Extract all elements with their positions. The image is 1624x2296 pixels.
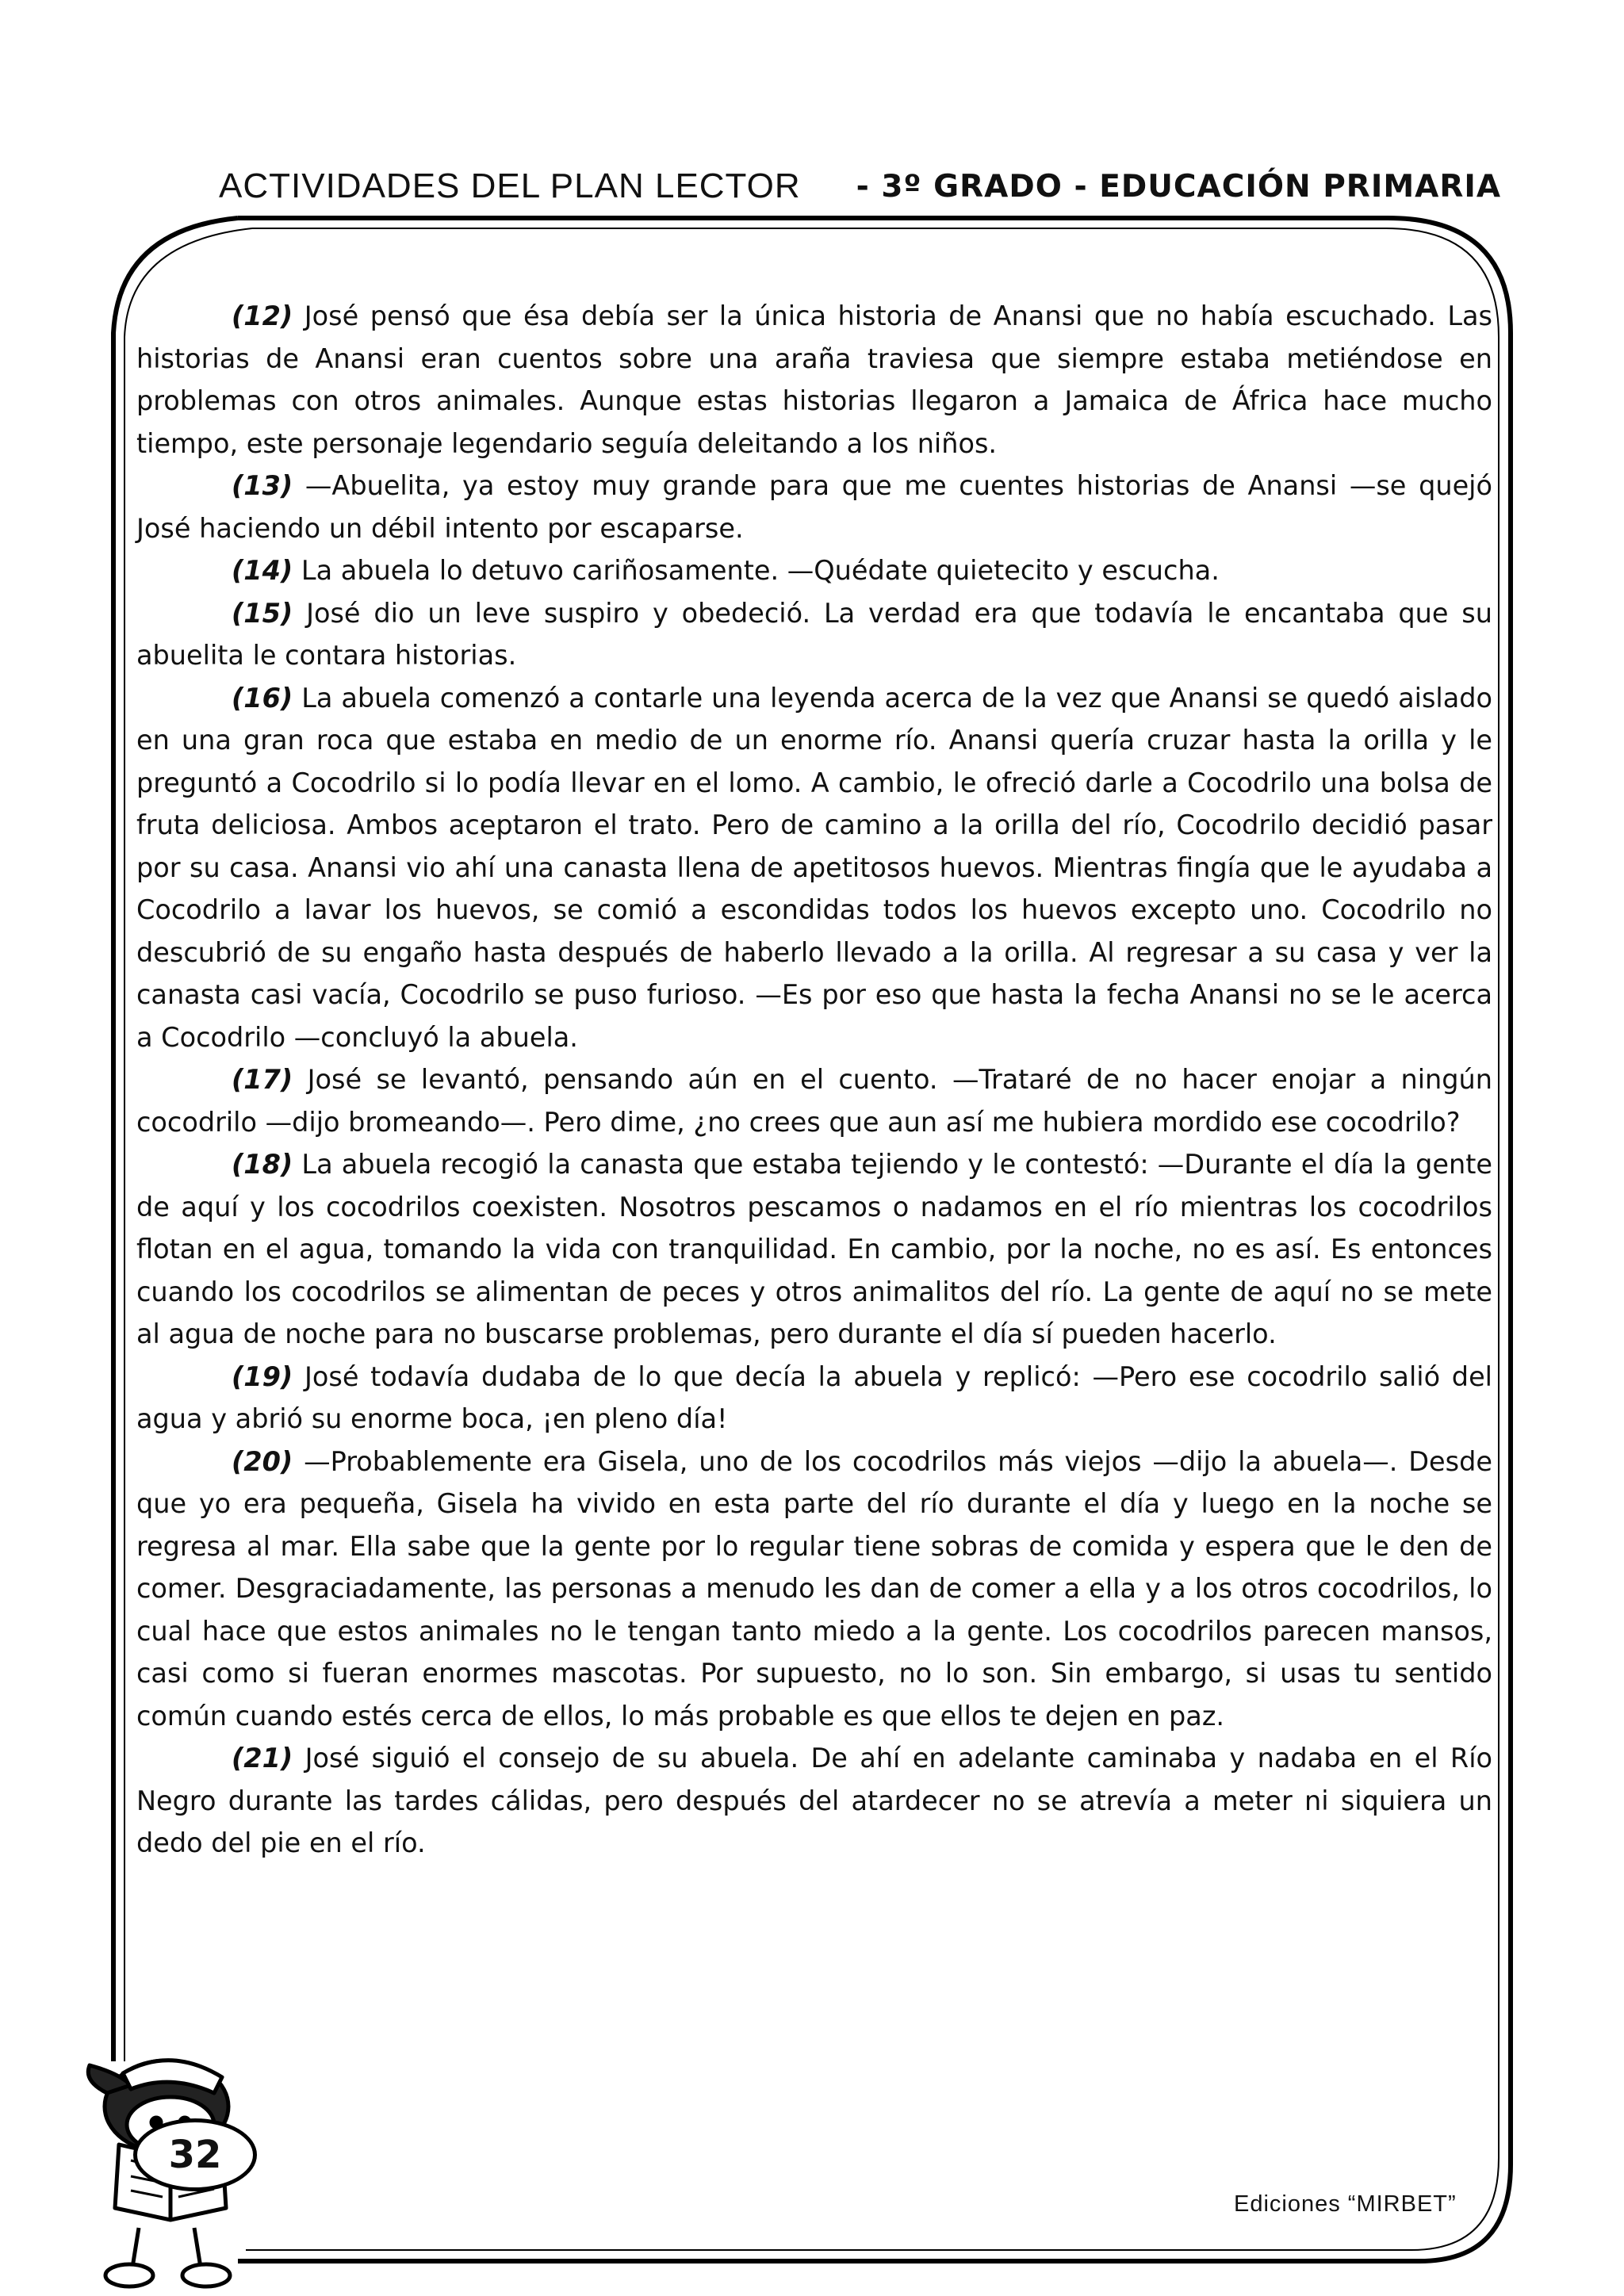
paragraph-text: La abuela lo detuvo cariñosamente. —Quédate quietecito y escucha. <box>293 555 1220 586</box>
paragraph <box>136 1143 1492 1356</box>
paragraph-text: —Probablemente era Gisela, uno de los cocodrilos más viejos —dijo la abuela—. Desde que yo era pequeña, Gisela ha vivido en esta parte del río durante el día y luego en la noche se regresa al mar. Ella sabe que la gente por lo regular tiene sobras de comida y espera que le den de comer. Desgraciadamente, las personas a menudo les dan de comer a ella y a los otros cocodrilos, lo cual hace que estos animales no le tengan tanto miedo a la gente. Los cocodrilos parecen mansos, casi como si fueran enormes mascotas. Por supuesto, no lo son. Sin embargo, si usas tu sentido común cuando estés cerca de ellos, lo más probable es que ellos te dejen en paz. <box>136 1445 1492 1732</box>
paragraph <box>136 295 1492 465</box>
page-number-text: 32 <box>168 2133 222 2177</box>
paragraph-number: (16) <box>232 682 293 714</box>
paragraph-text: —Abuelita, ya estoy muy grande para que me cuentes historias de Anansi —se quejó José haciendo un débil intento por escaparse. <box>136 470 1492 544</box>
paragraph-number: (13) <box>232 470 293 501</box>
paragraph-number: (15) <box>232 597 293 629</box>
page-number <box>133 2118 257 2191</box>
paragraph-text: José dio un leve suspiro y obedeció. La verdad era que todavía le encantaba que su abuelita le contara historias. <box>136 597 1492 671</box>
paragraph <box>136 1441 1492 1738</box>
paragraph-number: (17) <box>232 1064 293 1095</box>
paragraph <box>136 549 1492 592</box>
paragraph <box>136 465 1492 549</box>
paragraph-text: La abuela recogió la canasta que estaba tejiendo y le contestó: —Durante el día la gente de aquí y los cocodrilos coexisten. Nosotros pescamos o nadamos en el río mientras los cocodrilos flotan en el agua, tomando la vida con tranquilidad. En cambio, por la noche, no es así. Es entonces cuando los cocodrilos se alimentan de peces y otros animalitos del río. La gente de aquí no se mete al agua de noche para no buscarse problemas, pero durante el día sí pueden hacerlo. <box>136 1149 1492 1349</box>
publisher-footer: Ediciones “MIRBET” <box>1234 2191 1457 2217</box>
paragraph <box>136 1737 1492 1865</box>
paragraph <box>136 592 1492 677</box>
paragraph-text: La abuela comenzó a contarle una leyenda acerca de la vez que Anansi se quedó aislado en una gran roca que estaba en medio de un enorme río. Anansi quería cruzar hasta la orilla y le preguntó a Cocodrilo si lo podía llevar en el lomo. A cambio, le ofreció darle a Cocodrilo una bolsa de fruta deliciosa. Ambos aceptaron el trato. Pero de camino a la orilla del río, Cocodrilo decidió pasar por su casa. Anansi vio ahí una canasta llena de apetitosos huevos. Mientras fingía que le ayudaba a Cocodrilo a lavar los huevos, se comió a escondidas todos los huevos excepto uno. Cocodrilo no descubrió de su engaño hasta después de haberlo llevado a la orilla. Al regresar a su casa y ver la canasta casi vacía, Cocodrilo se puso furioso. —Es por eso que hasta la fecha Anansi no se le acerca a Cocodrilo —concluyó la abuela. <box>136 682 1492 1053</box>
paragraph-number: (14) <box>232 555 293 586</box>
paragraph-text: José se levantó, pensando aún en el cuento. —Trataré de no hacer enojar a ningún cocodrilo —dijo bromeando—. Pero dime, ¿no crees que aun así me hubiera mordido ese cocodrilo? <box>136 1064 1492 1138</box>
paragraph <box>136 1058 1492 1143</box>
paragraph <box>136 1356 1492 1441</box>
paragraph-text: José pensó que ésa debía ser la única historia de Anansi que no había escuchado. Las historias de Anansi eran cuentos sobre una araña traviesa que siempre estaba metiéndose en problemas con otros animales. Aunque estas historias llegaron a Jamaica de África hace mucho tiempo, este personaje legendario seguía deleitando a los niños. <box>136 300 1492 459</box>
story-text <box>136 295 1492 1865</box>
paragraph-number: (18) <box>232 1149 293 1180</box>
paragraph-text: José siguió el consejo de su abuela. De ahí en adelante caminaba y nadaba en el Río Negro durante las tardes cálidas, pero después del atardecer no se atrevía a meter ni siquiera un dedo del pie en el río. <box>136 1743 1492 1858</box>
paragraph <box>136 677 1492 1059</box>
paragraph-number: (21) <box>232 1743 293 1774</box>
header-title: ACTIVIDADES DEL PLAN LECTOR <box>219 166 801 205</box>
paragraph-text: José todavía dudaba de lo que decía la abuela y replicó: —Pero ese cocodrilo salió del agua y abrió su enorme boca, ¡en pleno día! <box>136 1360 1492 1434</box>
header-grade: - 3º GRADO - EDUCACIÓN PRIMARIA <box>856 168 1502 205</box>
paragraph-number: (12) <box>232 300 293 331</box>
paragraph-number: (20) <box>232 1445 293 1477</box>
paragraph-number: (19) <box>232 1360 293 1392</box>
